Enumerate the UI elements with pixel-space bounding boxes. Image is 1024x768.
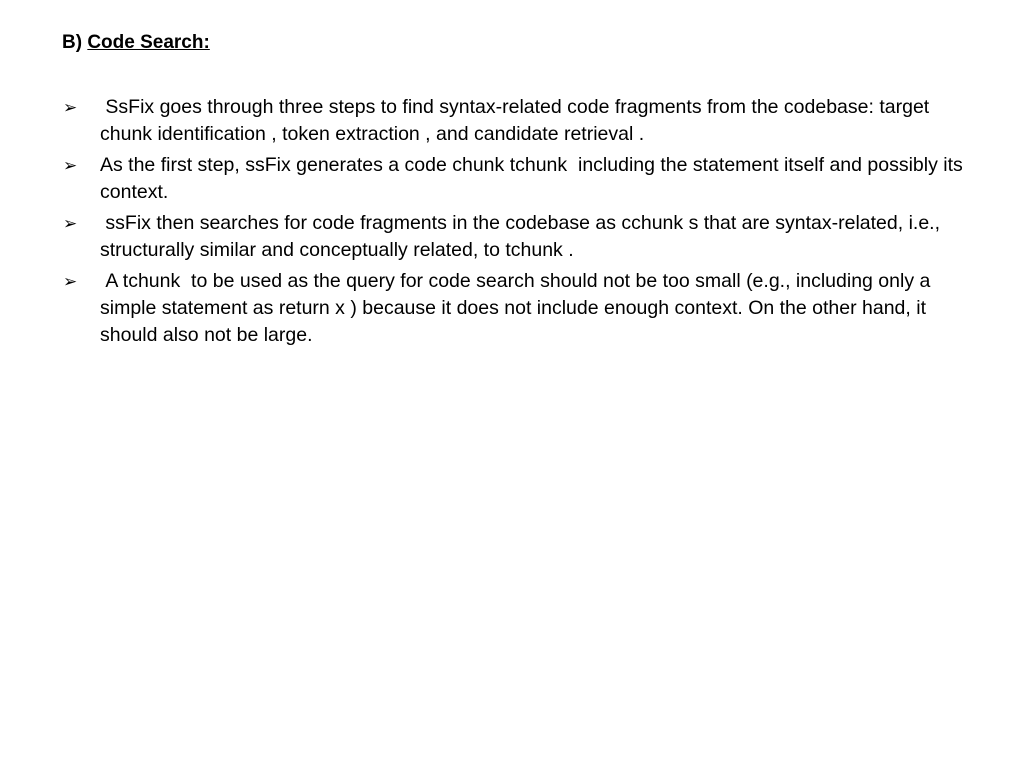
bullet-text: A tchunk to be used as the query for code search should not be too small (e.g., including only a simple statement as return x ) because it does not include enough context. On the other hand, it should also not be large. — [100, 270, 936, 346]
heading-prefix: B) — [62, 32, 88, 53]
bullet-item — [0, 94, 1024, 148]
bullet-list — [0, 94, 1024, 353]
arrow-bullet-icon: ➢ — [63, 156, 78, 175]
bullet-text: As the first step, ssFix generates a code chunk tchunk including the statement itself and possibly its context. — [100, 154, 969, 203]
arrow-bullet-icon: ➢ — [63, 98, 78, 117]
slide-heading — [62, 30, 210, 56]
heading-title: Code Search: — [87, 32, 210, 53]
bullet-item — [0, 268, 1024, 349]
bullet-text: ssFix then searches for code fragments in the codebase as cchunk s that are syntax-related, i.e., structurally similar and conceptually related, to tchunk . — [100, 212, 946, 261]
arrow-bullet-icon: ➢ — [63, 214, 78, 233]
arrow-bullet-icon: ➢ — [63, 272, 78, 291]
bullet-item — [0, 152, 1024, 206]
bullet-text: SsFix goes through three steps to find syntax-related code fragments from the codebase: target chunk identification , token extraction , and candidate retrieval . — [100, 96, 935, 145]
bullet-item — [0, 210, 1024, 264]
